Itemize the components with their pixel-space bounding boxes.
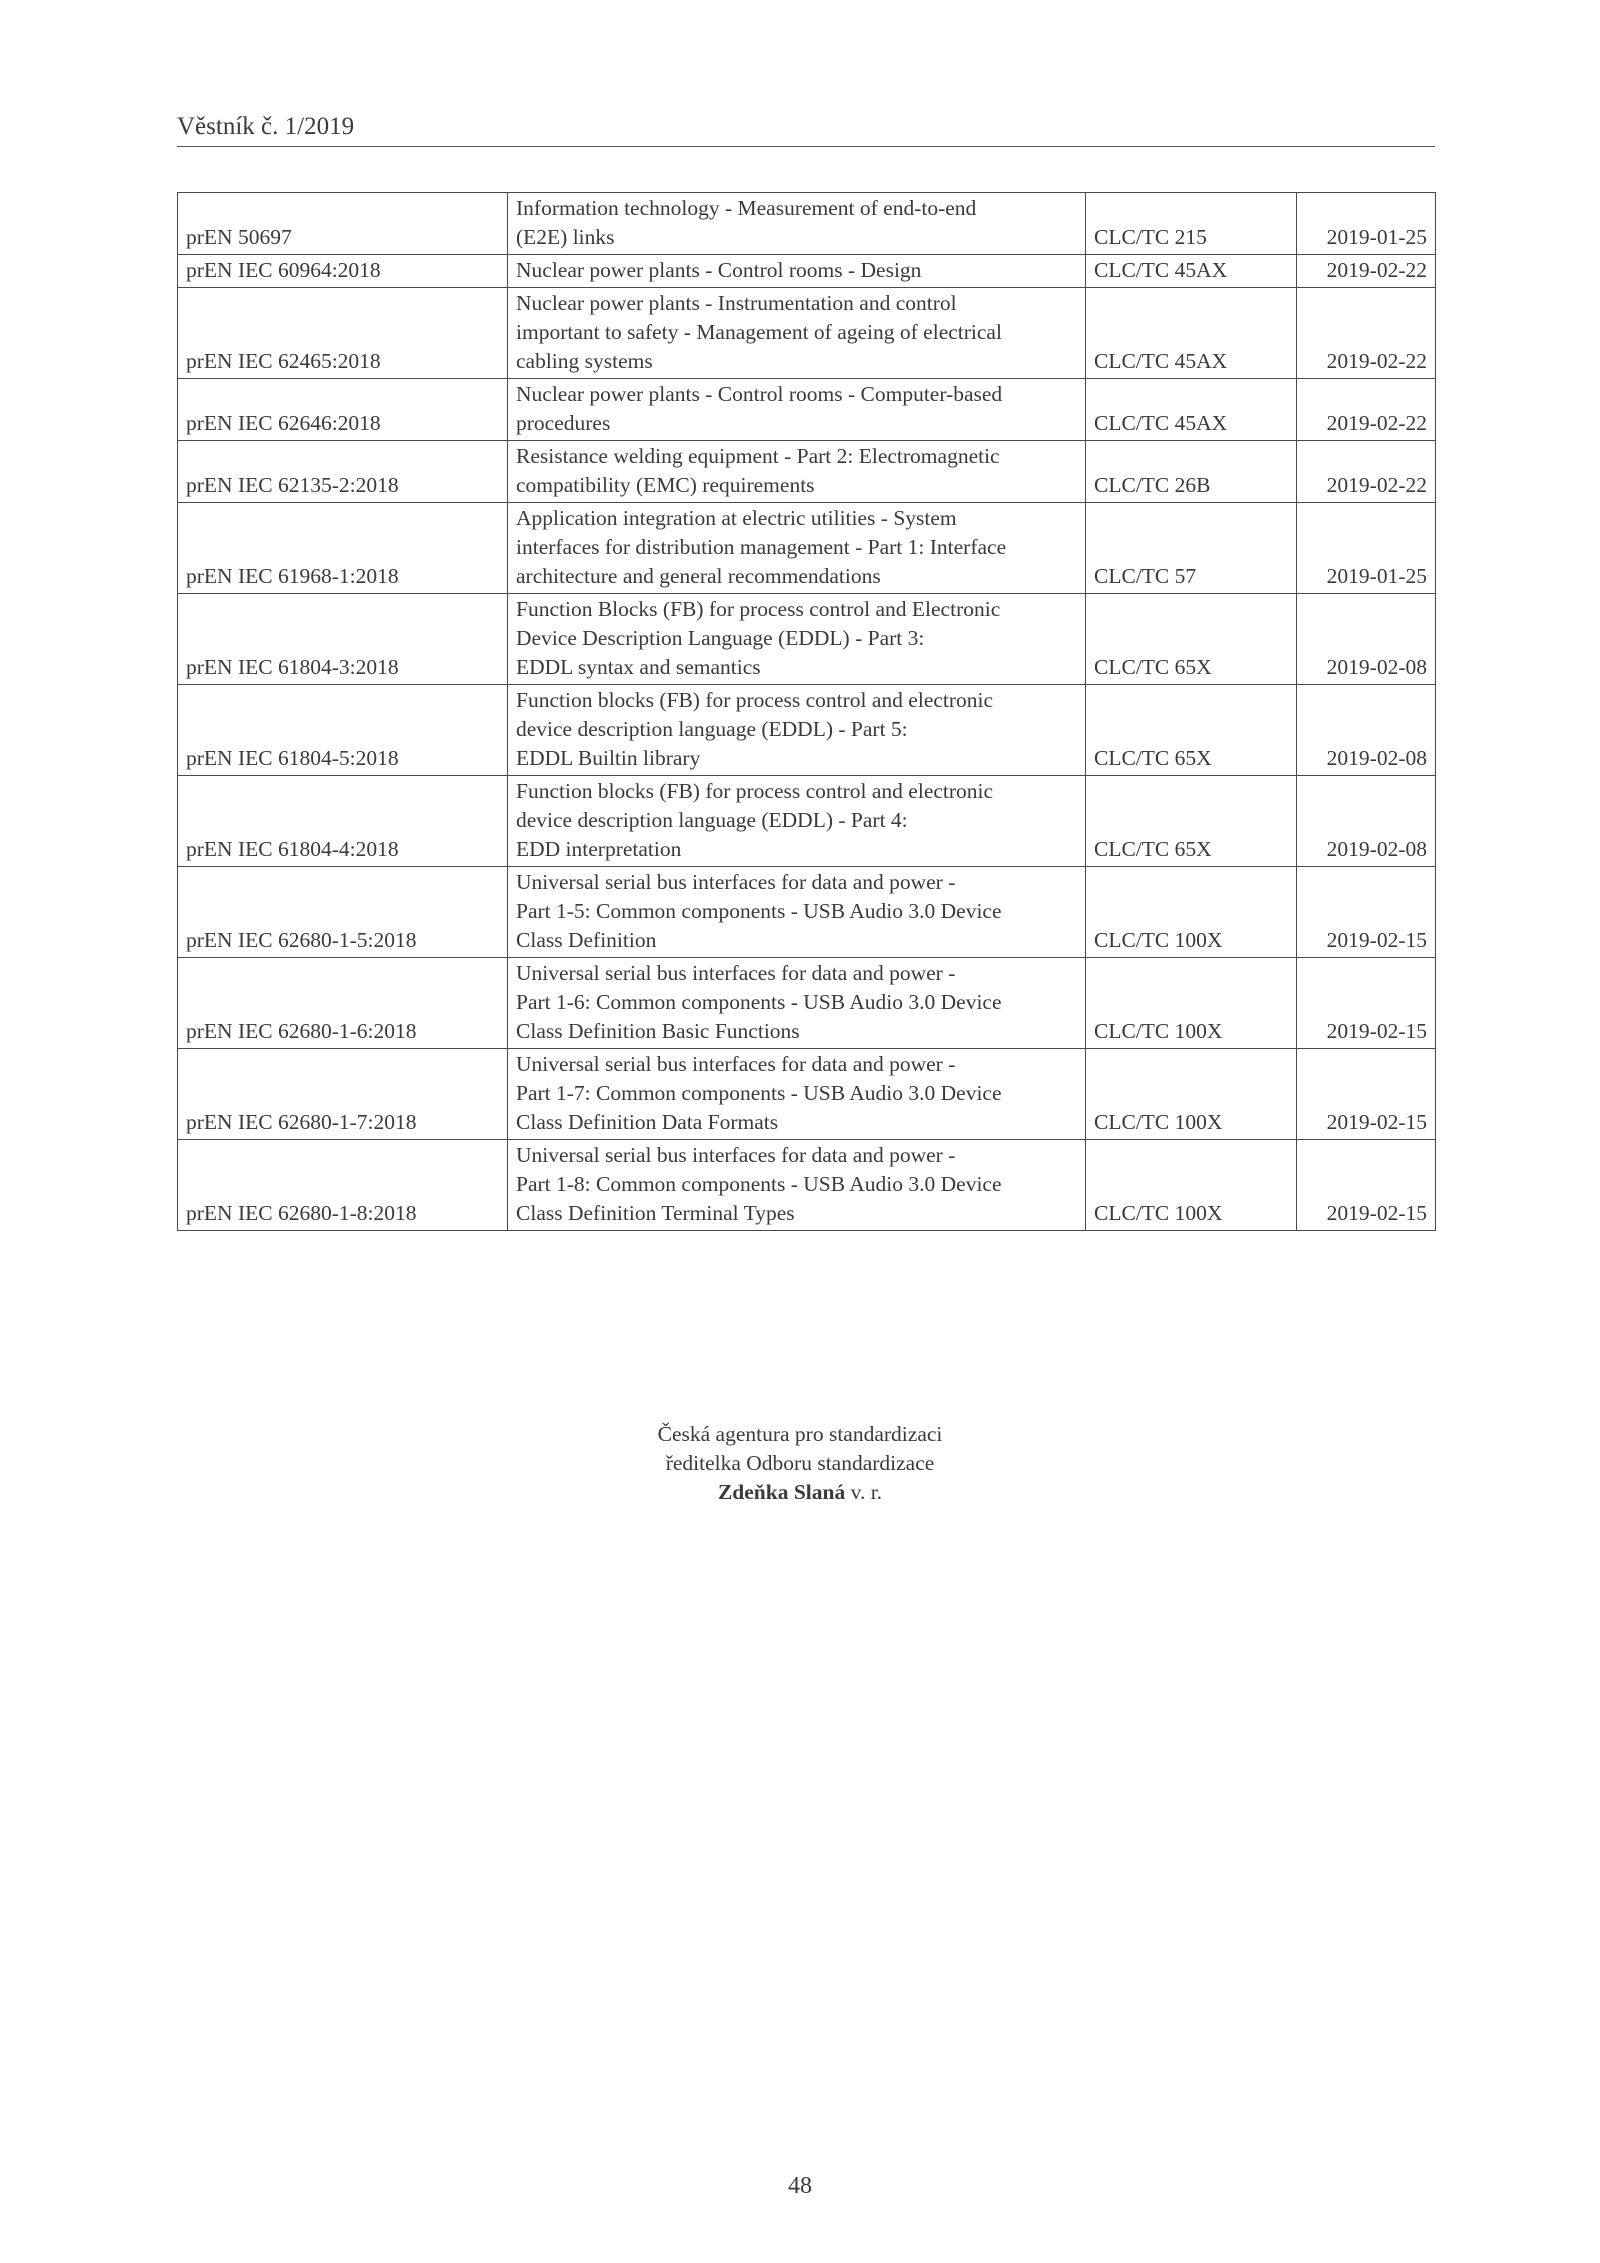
signature-name: Zdeňka Slaná [717, 1480, 846, 1504]
technical-committee: CLC/TC 65X [1086, 776, 1297, 867]
technical-committee: CLC/TC 100X [1086, 958, 1297, 1049]
standard-code: prEN IEC 60964:2018 [178, 255, 508, 288]
technical-committee: CLC/TC 100X [1086, 1140, 1297, 1231]
standard-name: Application integration at electric utilities - System interfaces for distribution management - Part 1: Interface architecture and general recommendations [508, 503, 1086, 594]
deadline-date: 2019-02-22 [1297, 379, 1436, 441]
standard-name: Function blocks (FB) for process control and electronic device description language (EDDL) - Part 5: EDDL Builtin library [508, 685, 1086, 776]
technical-committee: CLC/TC 45AX [1086, 379, 1297, 441]
signature-organization: Česká agentura pro standardizaci [657, 1422, 943, 1446]
deadline-date: 2019-02-08 [1297, 685, 1436, 776]
standard-code: prEN IEC 61804-4:2018 [178, 776, 508, 867]
technical-committee: CLC/TC 26B [1086, 441, 1297, 503]
standard-code: prEN IEC 61804-3:2018 [178, 594, 508, 685]
table-row [178, 1140, 1436, 1231]
standard-name: Function blocks (FB) for process control and electronic device description language (EDDL) - Part 4: EDD interpretation [508, 776, 1086, 867]
table-row [178, 776, 1436, 867]
table-row [178, 288, 1436, 379]
page-header [177, 112, 1435, 147]
standard-code: prEN 50697 [178, 193, 508, 255]
standard-name: Universal serial bus interfaces for data and power - Part 1-8: Common components - USB Audio 3.0 Device Class Definition Terminal Types [508, 1140, 1086, 1231]
technical-committee: CLC/TC 45AX [1086, 288, 1297, 379]
table-row [178, 193, 1436, 255]
standard-code: prEN IEC 62680-1-7:2018 [178, 1049, 508, 1140]
technical-committee: CLC/TC 65X [1086, 594, 1297, 685]
standard-name: Universal serial bus interfaces for data and power - Part 1-7: Common components - USB Audio 3.0 Device Class Definition Data Formats [508, 1049, 1086, 1140]
technical-committee: CLC/TC 215 [1086, 193, 1297, 255]
table-row [178, 1049, 1436, 1140]
standard-name: Nuclear power plants - Control rooms - Design [508, 255, 1086, 288]
standard-name: Function Blocks (FB) for process control and Electronic Device Description Language (EDDL) - Part 3: EDDL syntax and semantics [508, 594, 1086, 685]
standard-name: Universal serial bus interfaces for data and power - Part 1-6: Common components - USB Audio 3.0 Device Class Definition Basic Functions [508, 958, 1086, 1049]
deadline-date: 2019-01-25 [1297, 193, 1436, 255]
standard-code: prEN IEC 62465:2018 [178, 288, 508, 379]
standard-code: prEN IEC 62680-1-5:2018 [178, 867, 508, 958]
deadline-date: 2019-02-15 [1297, 867, 1436, 958]
standard-name: Nuclear power plants - Control rooms - Computer-based procedures [508, 379, 1086, 441]
deadline-date: 2019-02-15 [1297, 958, 1436, 1049]
standard-code: prEN IEC 62646:2018 [178, 379, 508, 441]
table-row [178, 441, 1436, 503]
standard-name: Information technology - Measurement of end-to-end (E2E) links [508, 193, 1086, 255]
signature-position: ředitelka Odboru standardizace [665, 1451, 935, 1475]
standard-name: Resistance welding equipment - Part 2: Electromagnetic compatibility (EMC) requirements [508, 441, 1086, 503]
signature-suffix: v. r. [845, 1480, 883, 1504]
signature-block [0, 1420, 1600, 1507]
standard-code: prEN IEC 62680-1-6:2018 [178, 958, 508, 1049]
deadline-date: 2019-01-25 [1297, 503, 1436, 594]
deadline-date: 2019-02-22 [1297, 255, 1436, 288]
standard-code: prEN IEC 62680-1-8:2018 [178, 1140, 508, 1231]
table-row [178, 685, 1436, 776]
technical-committee: CLC/TC 100X [1086, 867, 1297, 958]
table-row [178, 503, 1436, 594]
deadline-date: 2019-02-22 [1297, 441, 1436, 503]
deadline-date: 2019-02-08 [1297, 776, 1436, 867]
page-number: 48 [788, 2173, 812, 2199]
standard-code: prEN IEC 62135-2:2018 [178, 441, 508, 503]
technical-committee: CLC/TC 45AX [1086, 255, 1297, 288]
standards-table [177, 192, 1436, 1231]
technical-committee: CLC/TC 57 [1086, 503, 1297, 594]
standard-code: prEN IEC 61968-1:2018 [178, 503, 508, 594]
table-row [178, 379, 1436, 441]
deadline-date: 2019-02-15 [1297, 1140, 1436, 1231]
technical-committee: CLC/TC 65X [1086, 685, 1297, 776]
standard-code: prEN IEC 61804-5:2018 [178, 685, 508, 776]
standards-table-body [178, 193, 1436, 1231]
standard-name: Nuclear power plants - Instrumentation and control important to safety - Management of ageing of electrical cabling systems [508, 288, 1086, 379]
table-row [178, 255, 1436, 288]
signature-line [0, 1478, 1600, 1507]
standard-name: Universal serial bus interfaces for data and power - Part 1-5: Common components - USB Audio 3.0 Device Class Definition [508, 867, 1086, 958]
deadline-date: 2019-02-22 [1297, 288, 1436, 379]
table-row [178, 594, 1436, 685]
table-row [178, 867, 1436, 958]
journal-title: Věstník č. 1/2019 [177, 113, 355, 140]
table-row [178, 958, 1436, 1049]
deadline-date: 2019-02-08 [1297, 594, 1436, 685]
deadline-date: 2019-02-15 [1297, 1049, 1436, 1140]
technical-committee: CLC/TC 100X [1086, 1049, 1297, 1140]
